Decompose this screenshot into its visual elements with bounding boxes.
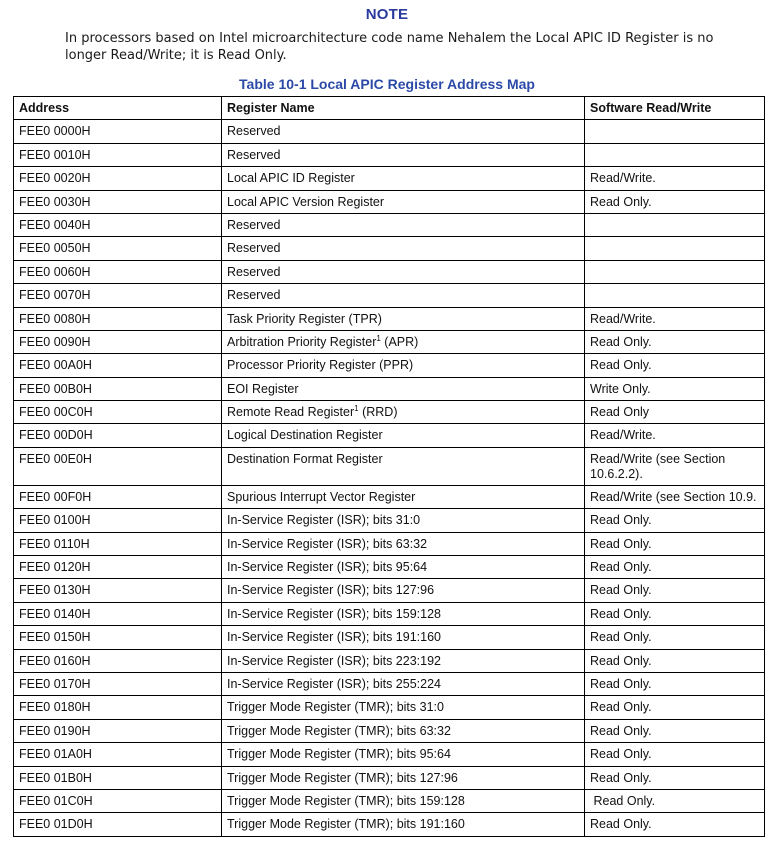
register-name-text: In-Service Register (ISR); bits 31:0 bbox=[227, 513, 421, 528]
register-address-map-table bbox=[13, 96, 765, 837]
table-row bbox=[14, 377, 765, 400]
table-row bbox=[14, 672, 765, 695]
register-name-text: In-Service Register (ISR); bits 127:96 bbox=[227, 583, 435, 598]
cell-address: FEE0 00F0H bbox=[14, 485, 222, 508]
table-row bbox=[14, 626, 765, 649]
cell-address: FEE0 0070H bbox=[14, 284, 222, 307]
note-body: In processors based on Intel microarchitecture code name Nehalem the Local APIC ID Register is no longer Read/Write; it is Read Only. bbox=[65, 31, 714, 63]
table-row bbox=[14, 485, 765, 508]
cell-register-name bbox=[222, 696, 585, 719]
cell-software-read-write: Read Only. bbox=[585, 556, 765, 579]
cell-address: FEE0 00A0H bbox=[14, 354, 222, 377]
cell-address: FEE0 0150H bbox=[14, 626, 222, 649]
table-row bbox=[14, 424, 765, 447]
cell-software-read-write: Read Only. bbox=[585, 509, 765, 532]
cell-software-read-write: Read Only. bbox=[585, 532, 765, 555]
table-header-row bbox=[14, 97, 765, 120]
register-name-text: Trigger Mode Register (TMR); bits 159:128 bbox=[227, 793, 465, 808]
header-software-read-write: Software Read/Write bbox=[585, 97, 765, 120]
cell-software-read-write: Read Only. bbox=[585, 602, 765, 625]
cell-software-read-write bbox=[585, 237, 765, 260]
table-body bbox=[14, 120, 765, 836]
register-name-text: In-Service Register (ISR); bits 255:224 bbox=[227, 676, 441, 691]
cell-register-name bbox=[222, 213, 585, 236]
cell-register-name bbox=[222, 766, 585, 789]
table-row bbox=[14, 330, 765, 353]
cell-address: FEE0 0050H bbox=[14, 237, 222, 260]
cell-register-name bbox=[222, 330, 585, 353]
cell-software-read-write: Read Only. bbox=[585, 579, 765, 602]
table-row bbox=[14, 260, 765, 283]
cell-address: FEE0 0100H bbox=[14, 509, 222, 532]
cell-address: FEE0 00C0H bbox=[14, 401, 222, 424]
register-name-text: Reserved bbox=[227, 124, 281, 139]
cell-software-read-write: Read/Write. bbox=[585, 424, 765, 447]
cell-address: FEE0 0090H bbox=[14, 330, 222, 353]
cell-register-name bbox=[222, 143, 585, 166]
cell-software-read-write: Read/Write (see Section 10.9. bbox=[585, 485, 765, 508]
cell-address: FEE0 01A0H bbox=[14, 743, 222, 766]
cell-software-read-write bbox=[585, 143, 765, 166]
table-caption: Table 10-1 Local APIC Register Address Map bbox=[239, 76, 535, 92]
table-row bbox=[14, 190, 765, 213]
cell-register-name bbox=[222, 120, 585, 143]
cell-address: FEE0 0110H bbox=[14, 532, 222, 555]
register-name-text: Destination Format Register bbox=[227, 451, 383, 466]
cell-register-name bbox=[222, 556, 585, 579]
register-name-text: In-Service Register (ISR); bits 95:64 bbox=[227, 560, 428, 575]
register-name-text: Logical Destination Register bbox=[227, 428, 383, 443]
table-row bbox=[14, 237, 765, 260]
table-row bbox=[14, 447, 765, 485]
register-name-text: Spurious Interrupt Vector Register bbox=[227, 489, 416, 504]
cell-software-read-write: Write Only. bbox=[585, 377, 765, 400]
cell-register-name bbox=[222, 743, 585, 766]
cell-register-name bbox=[222, 509, 585, 532]
cell-software-read-write: Read Only. bbox=[585, 649, 765, 672]
table-row bbox=[14, 649, 765, 672]
table-row bbox=[14, 167, 765, 190]
cell-address: FEE0 0130H bbox=[14, 579, 222, 602]
register-name-text: In-Service Register (ISR); bits 63:32 bbox=[227, 536, 428, 551]
header-address: Address bbox=[14, 97, 222, 120]
register-name-text: Remote Read Register bbox=[227, 405, 355, 420]
cell-address: FEE0 01C0H bbox=[14, 789, 222, 812]
cell-address: FEE0 0120H bbox=[14, 556, 222, 579]
register-name-text: In-Service Register (ISR); bits 159:128 bbox=[227, 606, 441, 621]
footnote-marker: 1 bbox=[376, 333, 381, 343]
cell-register-name bbox=[222, 447, 585, 485]
register-name-text: Reserved bbox=[227, 147, 281, 162]
register-name-text: Local APIC Version Register bbox=[227, 194, 385, 209]
cell-address: FEE0 0010H bbox=[14, 143, 222, 166]
table-row bbox=[14, 719, 765, 742]
cell-software-read-write: Read/Write (see Section 10.6.2.2). bbox=[585, 447, 765, 485]
cell-address: FEE0 0020H bbox=[14, 167, 222, 190]
cell-register-name bbox=[222, 532, 585, 555]
table-row bbox=[14, 602, 765, 625]
cell-register-name bbox=[222, 354, 585, 377]
table-row bbox=[14, 743, 765, 766]
cell-register-name bbox=[222, 284, 585, 307]
register-name-text: Arbitration Priority Register bbox=[227, 334, 377, 349]
cell-address: FEE0 0160H bbox=[14, 649, 222, 672]
register-name-text: Local APIC ID Register bbox=[227, 171, 355, 186]
cell-address: FEE0 0040H bbox=[14, 213, 222, 236]
register-abbreviation: (RRD) bbox=[358, 405, 398, 420]
cell-software-read-write: Read Only. bbox=[585, 190, 765, 213]
register-name-text: In-Service Register (ISR); bits 191:160 bbox=[227, 630, 441, 645]
cell-address: FEE0 0180H bbox=[14, 696, 222, 719]
register-name-text: Reserved bbox=[227, 264, 281, 279]
cell-register-name bbox=[222, 579, 585, 602]
cell-address: FEE0 0190H bbox=[14, 719, 222, 742]
cell-software-read-write: Read Only bbox=[585, 401, 765, 424]
cell-register-name bbox=[222, 813, 585, 836]
header-register-name: Register Name bbox=[222, 97, 585, 120]
cell-software-read-write: Read Only. bbox=[585, 626, 765, 649]
table-row bbox=[14, 789, 765, 812]
cell-address: FEE0 0140H bbox=[14, 602, 222, 625]
register-name-text: EOI Register bbox=[227, 381, 299, 396]
table-row bbox=[14, 556, 765, 579]
cell-address: FEE0 0080H bbox=[14, 307, 222, 330]
register-name-text: Trigger Mode Register (TMR); bits 31:0 bbox=[227, 700, 444, 715]
cell-register-name bbox=[222, 485, 585, 508]
cell-address: FEE0 0030H bbox=[14, 190, 222, 213]
cell-register-name bbox=[222, 789, 585, 812]
cell-software-read-write: Read Only. bbox=[585, 330, 765, 353]
cell-register-name bbox=[222, 719, 585, 742]
cell-software-read-write bbox=[585, 120, 765, 143]
cell-address: FEE0 00E0H bbox=[14, 447, 222, 485]
cell-software-read-write bbox=[585, 213, 765, 236]
register-name-text: In-Service Register (ISR); bits 223:192 bbox=[227, 653, 441, 668]
register-name-text: Reserved bbox=[227, 288, 281, 303]
cell-address: FEE0 0000H bbox=[14, 120, 222, 143]
register-name-text: Trigger Mode Register (TMR); bits 127:96 bbox=[227, 770, 458, 785]
footnote-marker: 1 bbox=[354, 403, 359, 413]
cell-software-read-write bbox=[585, 284, 765, 307]
cell-software-read-write: Read Only. bbox=[585, 696, 765, 719]
table-row bbox=[14, 532, 765, 555]
cell-address: FEE0 00D0H bbox=[14, 424, 222, 447]
cell-software-read-write: Read Only. bbox=[585, 354, 765, 377]
register-name-text: Reserved bbox=[227, 241, 281, 256]
cell-register-name bbox=[222, 626, 585, 649]
register-name-text: Task Priority Register (TPR) bbox=[227, 311, 382, 326]
table-row bbox=[14, 766, 765, 789]
cell-register-name bbox=[222, 377, 585, 400]
table-row bbox=[14, 284, 765, 307]
cell-register-name bbox=[222, 649, 585, 672]
cell-address: FEE0 00B0H bbox=[14, 377, 222, 400]
cell-software-read-write: Read Only. bbox=[585, 766, 765, 789]
table-row bbox=[14, 213, 765, 236]
cell-address: FEE0 0060H bbox=[14, 260, 222, 283]
cell-address: FEE0 0170H bbox=[14, 672, 222, 695]
table-row bbox=[14, 120, 765, 143]
cell-address: FEE0 01D0H bbox=[14, 813, 222, 836]
register-name-text: Trigger Mode Register (TMR); bits 63:32 bbox=[227, 723, 451, 738]
table-row bbox=[14, 509, 765, 532]
table-row bbox=[14, 579, 765, 602]
table-row bbox=[14, 401, 765, 424]
cell-register-name bbox=[222, 167, 585, 190]
cell-register-name bbox=[222, 672, 585, 695]
cell-register-name bbox=[222, 260, 585, 283]
table-row bbox=[14, 354, 765, 377]
register-name-text: Reserved bbox=[227, 217, 281, 232]
register-abbreviation: (APR) bbox=[380, 334, 419, 349]
register-name-text: Processor Priority Register (PPR) bbox=[227, 358, 414, 373]
cell-register-name bbox=[222, 401, 585, 424]
cell-register-name bbox=[222, 602, 585, 625]
cell-software-read-write: Read Only. bbox=[585, 719, 765, 742]
cell-software-read-write: Read Only. bbox=[585, 743, 765, 766]
table-row bbox=[14, 307, 765, 330]
cell-register-name bbox=[222, 424, 585, 447]
note-title: NOTE bbox=[365, 6, 409, 23]
cell-software-read-write: Read/Write. bbox=[585, 307, 765, 330]
cell-software-read-write: Read Only. bbox=[585, 672, 765, 695]
cell-software-read-write: Read Only. bbox=[585, 789, 765, 812]
cell-software-read-write: Read Only. bbox=[585, 813, 765, 836]
table-row bbox=[14, 696, 765, 719]
cell-register-name bbox=[222, 307, 585, 330]
cell-address: FEE0 01B0H bbox=[14, 766, 222, 789]
cell-software-read-write: Read/Write. bbox=[585, 167, 765, 190]
register-name-text: Trigger Mode Register (TMR); bits 191:160 bbox=[227, 817, 465, 832]
table-row bbox=[14, 143, 765, 166]
cell-register-name bbox=[222, 237, 585, 260]
cell-software-read-write bbox=[585, 260, 765, 283]
cell-register-name bbox=[222, 190, 585, 213]
table-row bbox=[14, 813, 765, 836]
register-name-text: Trigger Mode Register (TMR); bits 95:64 bbox=[227, 747, 451, 762]
